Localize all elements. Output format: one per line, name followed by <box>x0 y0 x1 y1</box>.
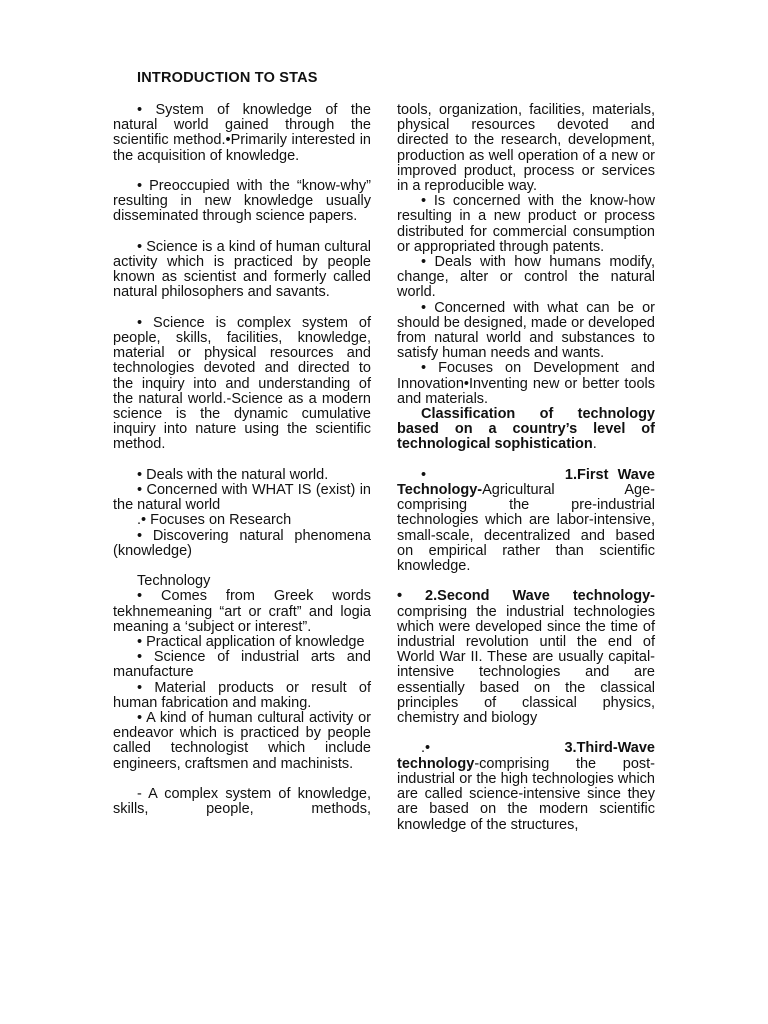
development-item: • Focuses on Development and Innovation•Inventing new or better tools and materials. <box>397 360 655 407</box>
right-column <box>397 103 655 833</box>
first-wave-paragraph <box>397 468 655 574</box>
know-how-item: • Is concerned with the know-how resulting in a new product or process distributed for commercial consumption or appropriated through patents. <box>397 193 655 255</box>
science-definition-paragraph: • System of knowledge of the natural world gained through the scientific method.•Primarily interested in the acquisition of knowledge. <box>113 102 371 164</box>
first-wave-title: 1.First Wave Technology- <box>397 466 655 499</box>
document-title: INTRODUCTION TO STAS <box>137 70 318 86</box>
classification-heading-period: . <box>592 436 597 453</box>
classification-heading-text: Classification of technology based on a country’s level of technological sophistication <box>397 406 655 453</box>
third-wave-title: 3.Third-Wave technology <box>397 740 655 772</box>
tools-continuation-paragraph: tools, organization, facilities, materials, physical resources devoted and directed to the research, development, production as well operation of a new or improved product, process or services in a reproducible way. <box>397 102 655 195</box>
first-wave-text: Agricultural Age-comprising the pre-industrial technologies which are labor-intensive, small-scale, decentralized and based on empirical rather than scientific knowledge. <box>397 482 655 575</box>
modify-nature-item: • Deals with how humans modify, change, alter or control the natural world. <box>397 254 655 301</box>
second-wave-paragraph <box>397 589 655 726</box>
third-wave-prefix: .• <box>421 740 431 757</box>
complex-system-tech-item: - A complex system of knowledge, skills, people, methods, <box>113 786 371 818</box>
practical-application-item: • Practical application of knowledge <box>137 634 365 651</box>
technologist-item: • A kind of human cultural activity or endeavor which is practiced by people called technologist which include engineers, craftsmen and machinists. <box>113 710 371 772</box>
designed-item: • Concerned with what can be or should be designed, made or developed from natural world and substances to satisfy human needs and wants. <box>397 299 655 362</box>
second-wave-text: comprising the industrial technologies which were developed since the time of industrial revolution until the end of World War II. These are usually capital-intensive technologies and are essentially based on the classical principles of classical physics, chemistry and biology <box>397 603 655 727</box>
classification-heading <box>397 407 655 453</box>
technology-heading: Technology <box>137 573 211 590</box>
first-wave-bullet: • <box>421 466 427 483</box>
second-wave-title: • 2.Second Wave technology- <box>397 588 655 605</box>
natural-world-item: • Deals with the natural world. <box>137 466 329 483</box>
what-is-item: • Concerned with WHAT IS (exist) in the natural world <box>113 482 371 514</box>
know-why-paragraph: • Preoccupied with the “know-why” resulting in new knowledge usually disseminated through science papers. <box>113 178 371 225</box>
cultural-activity-paragraph: • Science is a kind of human cultural activity which is practiced by people known as scientist and formerly called natural philosophers and savants. <box>113 238 371 301</box>
industrial-arts-item: • Science of industrial arts and manufacture <box>113 649 371 681</box>
third-wave-paragraph <box>397 741 655 832</box>
research-item: .• Focuses on Research <box>137 512 292 529</box>
material-products-item: • Material products or result of human fabrication and making. <box>113 679 371 711</box>
greek-origin-item: • Comes from Greek words tekhnemeaning “art or craft” and logia meaning a ‘subject or interest”. <box>113 588 371 635</box>
complex-system-paragraph: • Science is complex system of people, skills, facilities, knowledge, material or physical resources and technologies devoted and directed to the inquiry into and understanding of the natural world.-Science as a modern science is the dynamic cumulative inquiry into nature using the scientific method. <box>113 314 371 453</box>
discovering-item: • Discovering natural phenomena (knowledge) <box>113 527 371 559</box>
left-column <box>113 103 371 817</box>
third-wave-text: -comprising the post-industrial or the high technologies which are called science-intensive since they are based on the modern scientific knowledge of the structures, <box>397 755 655 833</box>
